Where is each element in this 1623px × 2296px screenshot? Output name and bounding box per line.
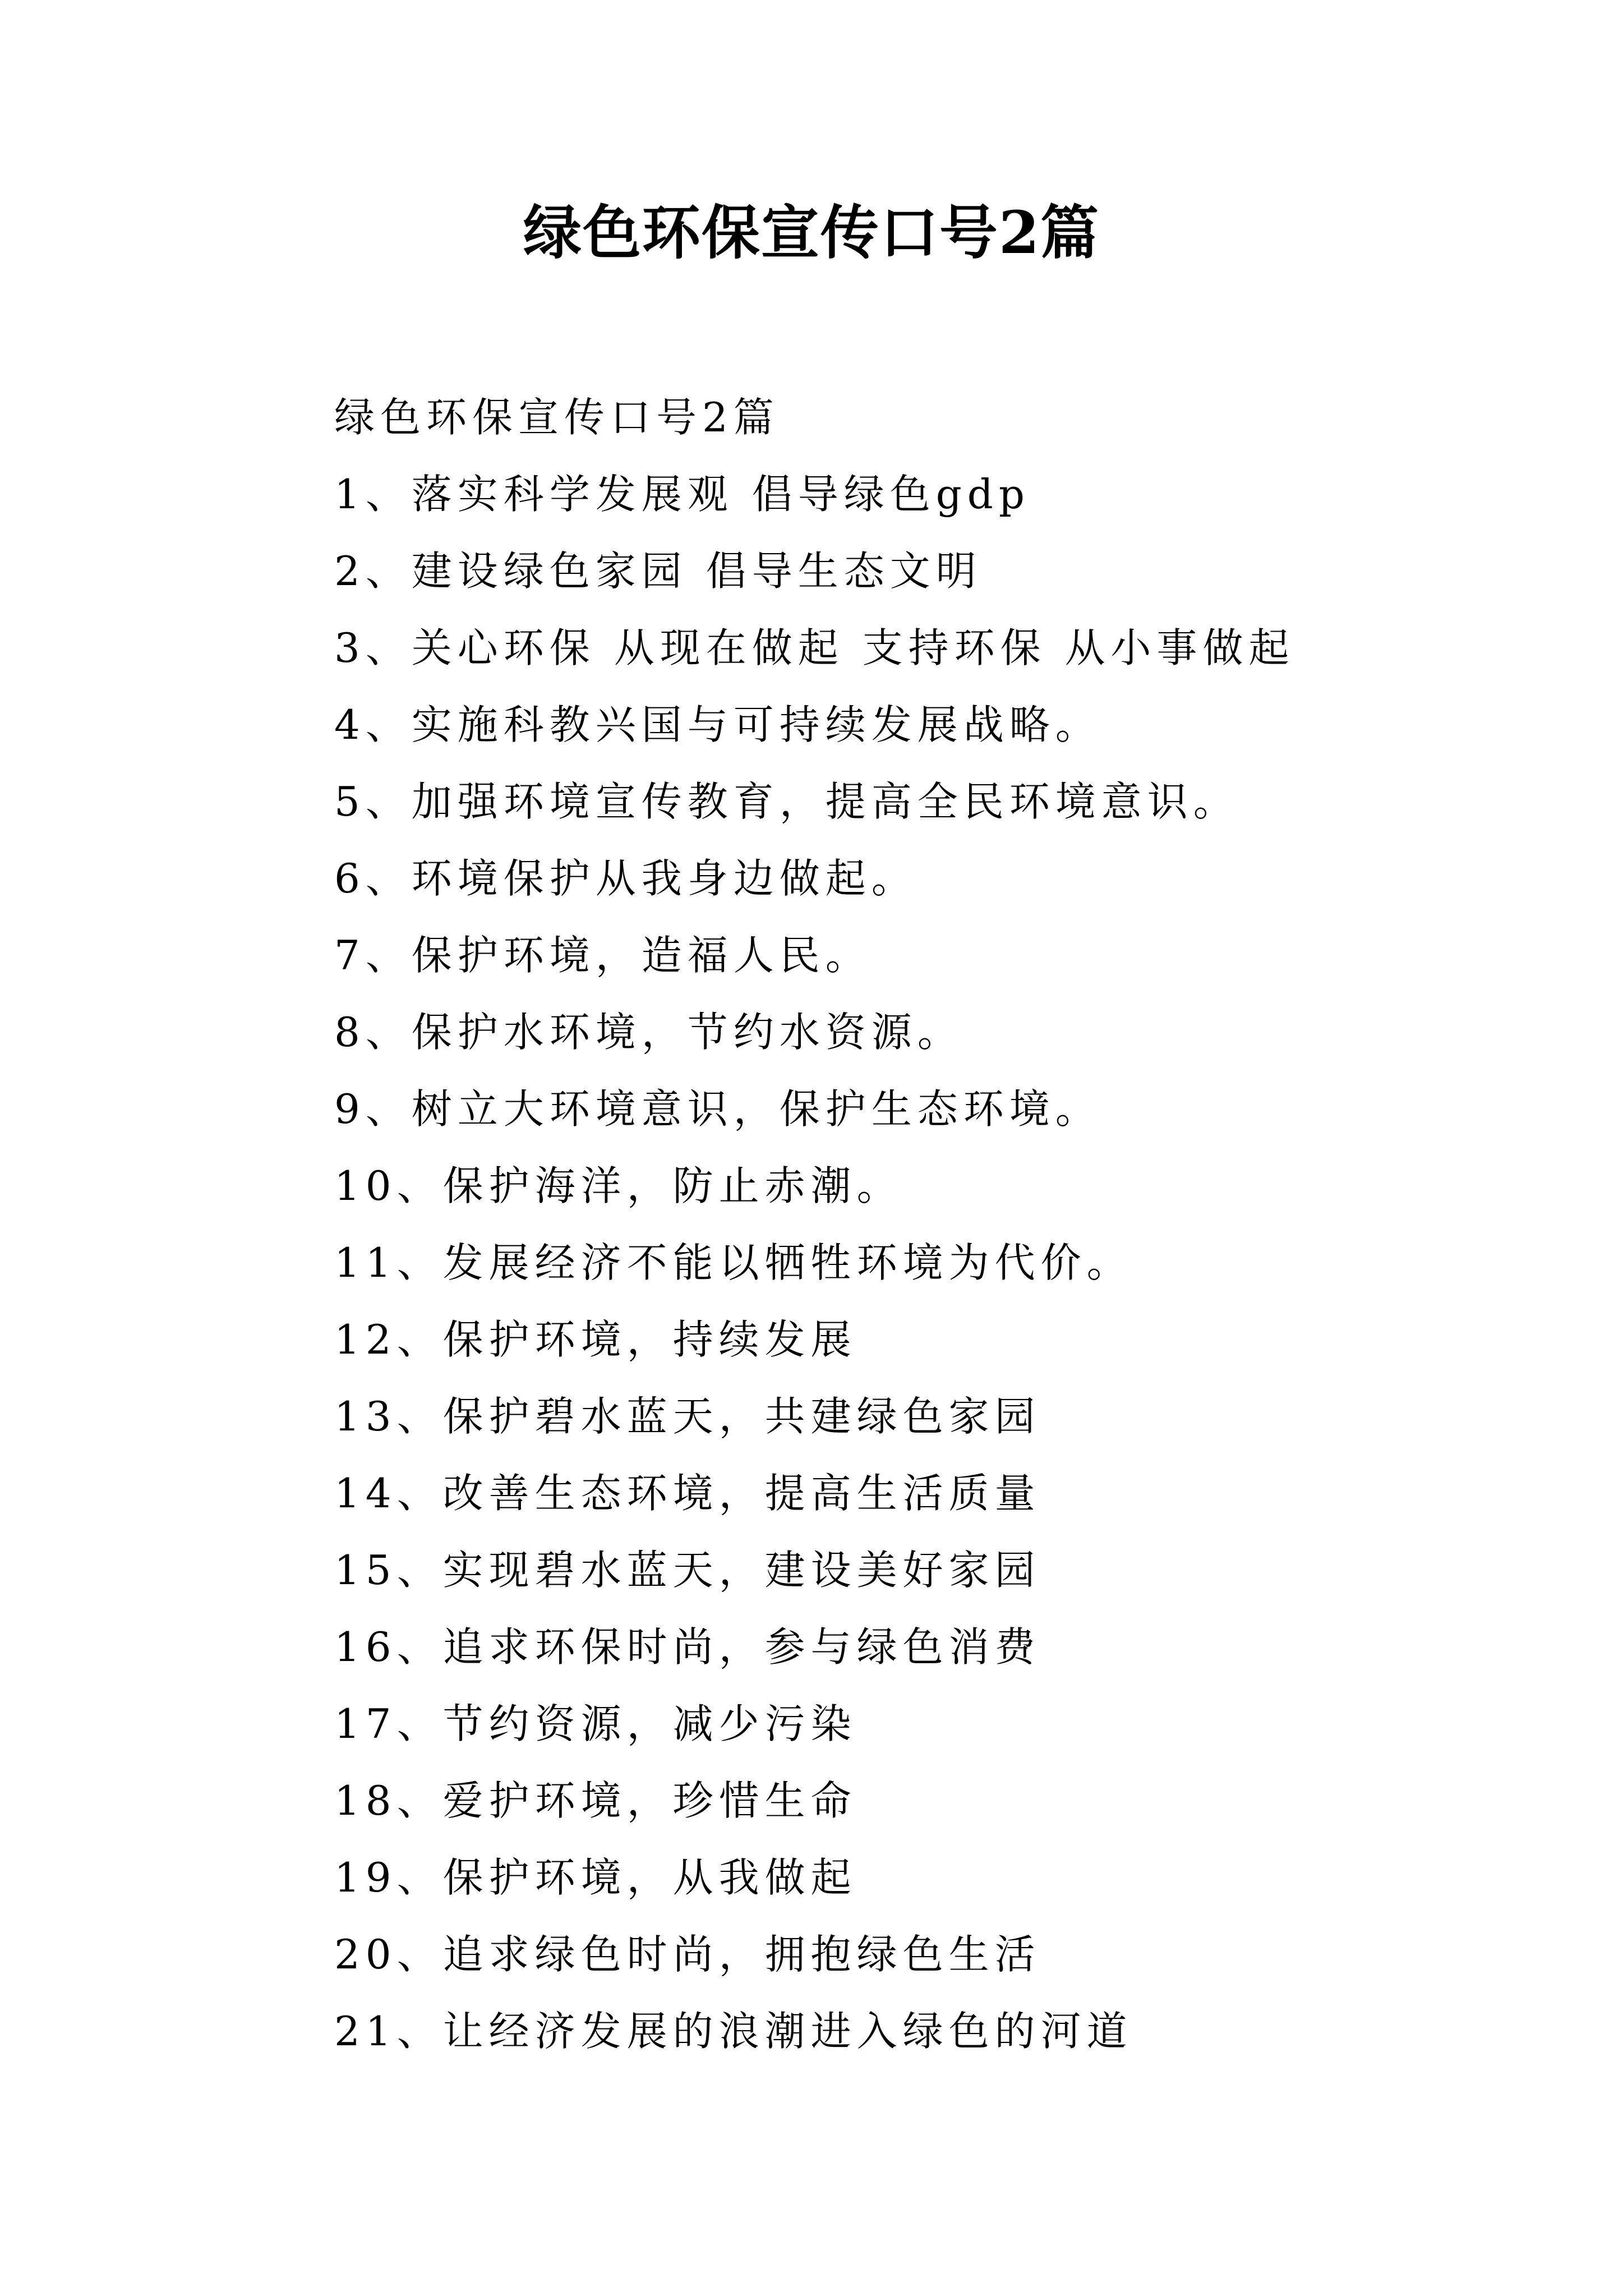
slogan-item-8: 8、保护水环境，节约水资源。 bbox=[334, 1009, 963, 1056]
slogan-item-9: 9、树立大环境意识，保护生态环境。 bbox=[334, 1085, 1101, 1133]
slogan-item-13: 13、保护碧水蓝天，共建绿色家园 bbox=[334, 1393, 1041, 1440]
slogan-item-20: 20、追求绿色时尚，拥抱绿色生活 bbox=[334, 1931, 1041, 1978]
slogan-item-17: 17、节约资源，减少污染 bbox=[334, 1700, 857, 1747]
slogan-item-6: 6、环境保护从我身边做起。 bbox=[334, 855, 917, 902]
slogan-item-16: 16、追求环保时尚，参与绿色消费 bbox=[334, 1623, 1041, 1671]
slogan-item-3: 3、关心环保 从现在做起 支持环保 从小事做起 bbox=[334, 624, 1295, 671]
slogan-item-15: 15、实现碧水蓝天，建设美好家园 bbox=[334, 1547, 1041, 1594]
slogan-item-10: 10、保护海洋，防止赤潮。 bbox=[334, 1162, 903, 1209]
slogan-item-21: 21、让经济发展的浪潮进入绿色的河道 bbox=[334, 2008, 1133, 2055]
slogan-item-5: 5、加强环境宣传教育，提高全民环境意识。 bbox=[334, 778, 1239, 825]
slogan-item-11: 11、发展经济不能以牺牲环境为代价。 bbox=[334, 1239, 1133, 1286]
document-body bbox=[334, 379, 1512, 2070]
slogan-item-18: 18、爱护环境，珍惜生命 bbox=[334, 1777, 857, 1824]
slogan-item-1: 1、落实科学发展观 倡导绿色gdp bbox=[334, 471, 1030, 518]
slogan-item-2: 2、建设绿色家园 倡导生态文明 bbox=[334, 547, 982, 595]
slogan-item-4: 4、实施科教兴国与可持续发展战略。 bbox=[334, 701, 1101, 748]
slogan-item-14: 14、改善生态环境，提高生活质量 bbox=[334, 1470, 1041, 1517]
slogan-item-7: 7、保护环境，造福人民。 bbox=[334, 932, 872, 979]
slogan-item-12: 12、保护环境，持续发展 bbox=[334, 1316, 857, 1363]
document-title: 绿色环保宣传口号2篇 bbox=[523, 198, 1100, 267]
slogan-item-19: 19、保护环境，从我做起 bbox=[334, 1854, 857, 1901]
document-subtitle: 绿色环保宣传口号2篇 bbox=[334, 394, 780, 441]
